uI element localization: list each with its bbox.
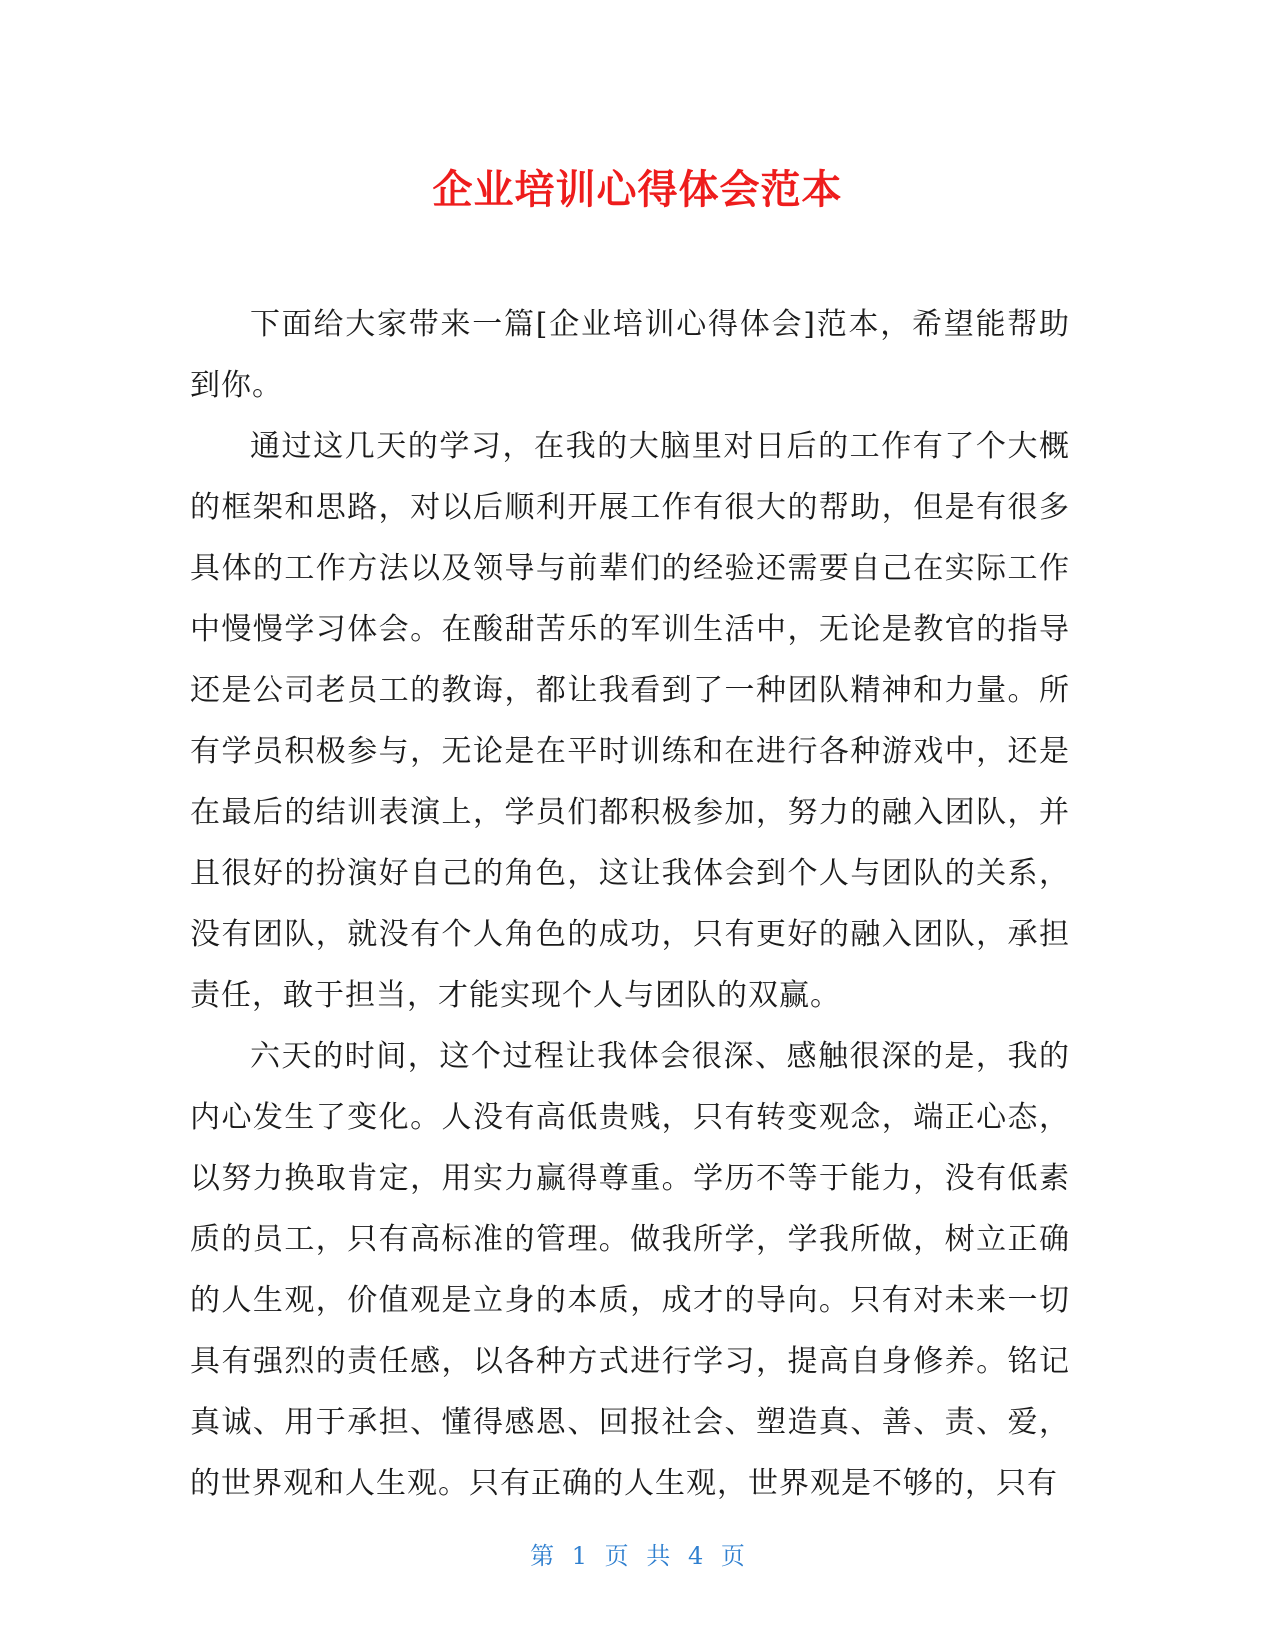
paragraph-training: 通过这几天的学习，在我的大脑里对日后的工作有了个大概的框架和思路，对以后顺利开展工作有很大的帮助，但是有很多具体的工作方法以及领导与前辈们的经验还需要自己在实际工作中慢慢学习体会。在酸甜苦乐的军训生活中，无论是教官的指导还是公司老员工的教诲，都让我看到了一种团队精神和力量。所有学员积极参与，无论是在平时训练和在进行各种游戏中，还是在最后的结训表演上，学员们都积极参加，努力的融入团队，并且很好的扮演好自己的角色，这让我体会到个人与团队的关系，没有团队，就没有个人角色的成功，只有更好的融入团队，承担责任，敢于担当，才能实现个人与团队的双赢。	[190, 429, 1070, 1013]
paragraph-intro: 下面给大家带来一篇[企业培训心得体会]范本，希望能帮助到你。	[190, 307, 1070, 403]
page-number-footer: 第 1 页 共 4 页	[530, 1542, 745, 1570]
document-body	[190, 294, 1070, 1514]
document-title: 企业培训心得体会范本	[432, 167, 843, 213]
paragraph-reflection: 六天的时间，这个过程让我体会很深、感触很深的是，我的内心发生了变化。人没有高低贵贱，只有转变观念，端正心态，以努力换取肯定，用实力赢得尊重。学历不等于能力，没有低素质的员工，只有高标准的管理。做我所学，学我所做，树立正确的人生观，价值观是立身的本质，成才的导向。只有对未来一切具有强烈的责任感，以各种方式进行学习，提高自身修养。铭记真诚、用于承担、懂得感恩、回报社会、塑造真、善、责、爱，的世界观和人生观。只有正确的人生观，世界观是不够的，只有	[190, 1039, 1070, 1501]
